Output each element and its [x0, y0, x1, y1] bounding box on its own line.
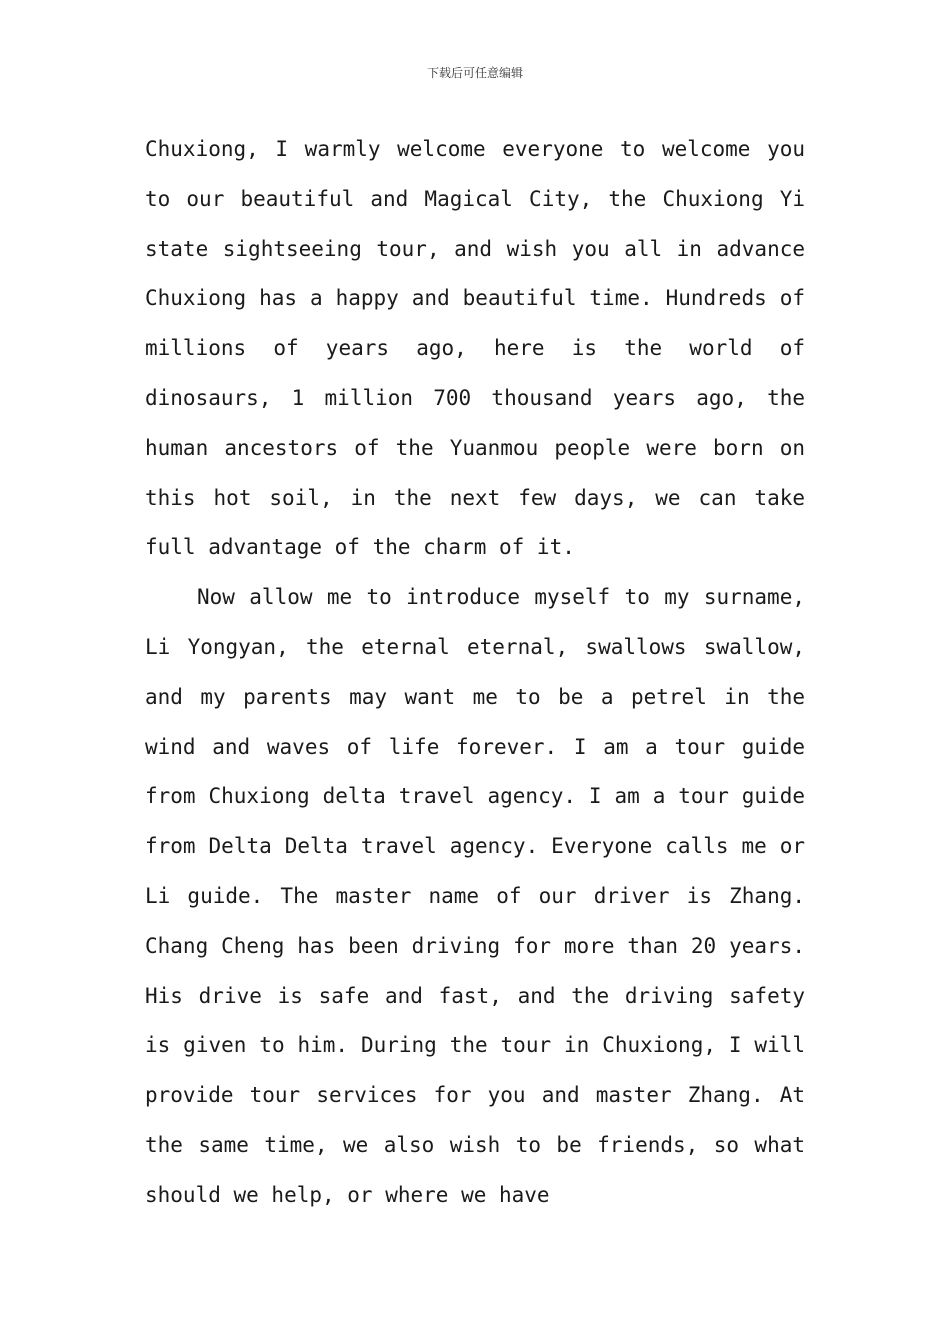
- document-body: [145, 125, 805, 1221]
- page-header: 下载后可任意编辑: [426, 66, 523, 80]
- paragraph-welcome: Chuxiong, I warmly welcome everyone to welcome you to our beautiful and Magical City, the Chuxiong Yi state sightseeing tour, and wish you all in advance Chuxiong has a happy and beautiful time. Hundreds of millions of years ago, here is the world of dinosaurs, 1 million 700 thousand years ago, the human ancestors of the Yuanmou people were born on this hot soil, in the next few days, we can take full advantage of the charm of it.: [145, 137, 805, 560]
- paragraph-introduction: Now allow me to introduce myself to my surname, Li Yongyan, the eternal eternal, swallows swallow, and my parents may want me to be a petrel in the wind and waves of life forever. I am a tour guide from Chuxiong delta travel agency. I am a tour guide from Delta Delta travel agency. Everyone calls me or Li guide. The master name of our driver is Zhang. Chang Cheng has been driving for more than 20 years. His drive is safe and fast, and the driving safety is given to him. During the tour in Chuxiong, I will provide tour services for you and master Zhang. At the same time, we also wish to be friends, so what should we help, or where we have: [145, 585, 805, 1207]
